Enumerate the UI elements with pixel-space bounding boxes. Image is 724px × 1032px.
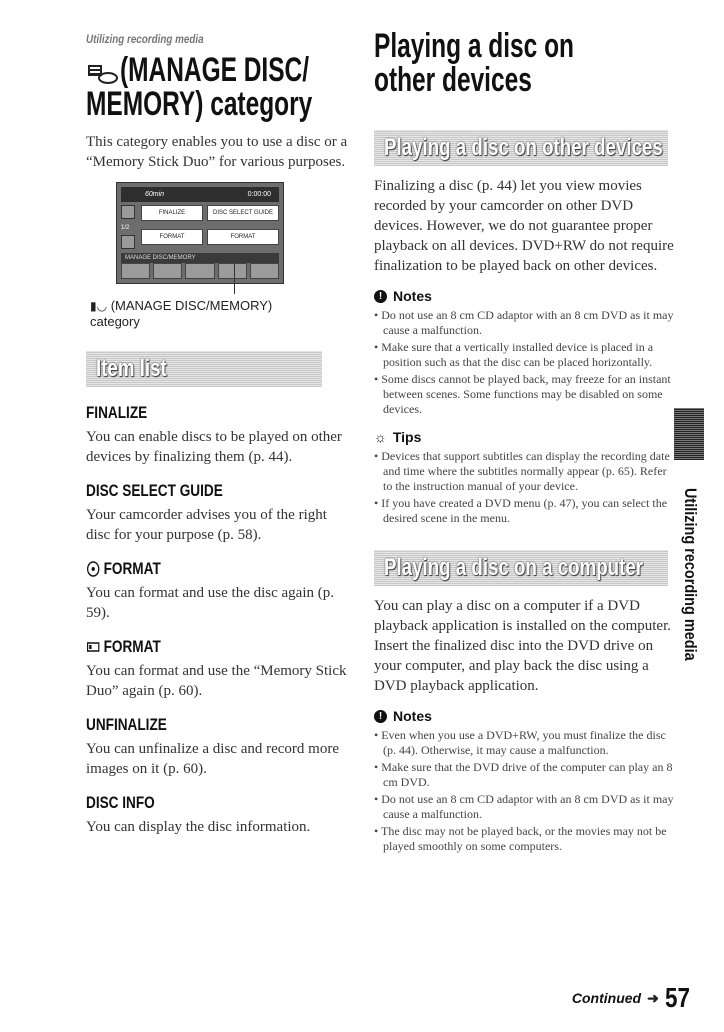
screen-icon-row — [121, 263, 279, 279]
side-tab-label: Utilizing recording media — [681, 488, 700, 661]
list-item: • Some discs cannot be played back, may freeze for an instant between scenes. Some functions may be disabled on some devices. — [374, 372, 671, 416]
tips-heading: ☼ Tips — [374, 429, 422, 445]
lcd-screen-image — [116, 182, 284, 284]
right-column — [374, 27, 674, 856]
right-title-line2: other devices — [374, 61, 532, 99]
disc-icon — [86, 560, 100, 578]
notes-heading: ! Notes — [374, 288, 674, 304]
page-number: 57 — [664, 982, 690, 1013]
item-heading-disc-info: DISC INFO — [86, 793, 155, 812]
list-item: • The disc may not be played back, or the movies may not be played smoothly on some computers. — [374, 824, 667, 853]
item-text: You can enable discs to be played on other devices by finalizing them (p. 44). — [86, 429, 342, 465]
list-item: • Even when you use a DVD+RW, you must finalize the disc (p. 44). Otherwise, it may cause a malfunction. — [374, 728, 666, 757]
section-label: Utilizing recording media — [86, 32, 204, 46]
side-tab-block — [674, 408, 704, 460]
item-heading-unfinalize: UNFINALIZE — [86, 715, 167, 734]
item-text: You can unfinalize a disc and record more images on it (p. 60). — [86, 741, 339, 777]
arrow-right-icon: ➜ — [647, 989, 659, 1006]
screen-title-bar: 60min 0:00:00 — [121, 187, 279, 202]
continued-label: Continued — [571, 990, 642, 1006]
banner-computer: Playing a disc on a computer — [374, 550, 668, 586]
list-item: • Do not use an 8 cm CD adaptor with an 8 cm DVD as it may cause a malfunction. — [374, 792, 674, 821]
memory-stick-icon — [86, 640, 100, 654]
item-text: Your camcorder advises you of the right disc for your purpose (p. 58). — [86, 507, 327, 543]
list-item: • Make sure that a vertically installed device is placed in a position such as that the disc can be placed horizontally. — [374, 340, 654, 369]
page-footer — [572, 982, 696, 1014]
page-title-line1: (MANAGE DISC/ — [120, 51, 310, 89]
tips-list — [374, 449, 674, 526]
screen-side-button — [121, 235, 135, 249]
item-text: You can format and use the “Memory Stick Duo” again (p. 60). — [86, 663, 347, 699]
screen-category-bar: MANAGE DISC/MEMORY — [121, 253, 279, 263]
list-item: • If you have created a DVD menu (p. 47), you can select the desired scene in the menu. — [374, 496, 668, 525]
screen-button: FORMAT — [141, 229, 203, 245]
list-item: • Devices that support subtitles can display the recording date and time where the subtitles normally appear (p. 65). Refer to the instruction manual of your device. — [374, 449, 670, 493]
item-text: You can display the disc information. — [86, 819, 311, 835]
item-list-banner: Item list — [86, 351, 322, 387]
intro-text: This category enables you to use a disc or a “Memory Stick Duo” for various purposes. — [86, 134, 348, 170]
disc-memory-icon: ▮◡ — [90, 299, 108, 313]
notes-list-2 — [374, 728, 674, 854]
right-title-line1: Playing a disc on — [374, 27, 574, 65]
page-title-block — [86, 50, 351, 123]
notes-icon: ! — [374, 290, 387, 303]
left-column — [86, 30, 351, 837]
other-devices-text: Finalizing a disc (p. 44) let you view movies recorded by your camcorder on other DVD devices. However, we do not guarantee proper playback on all devices. DVD+RW do not require finalization to be played back on other devices. — [374, 178, 674, 274]
item-heading-finalize: FINALIZE — [86, 403, 148, 422]
notes-heading-2: ! Notes — [374, 708, 674, 724]
computer-text: You can play a disc on a computer if a DVD playback application is installed on the computer. — [374, 598, 672, 634]
screen-button: FINALIZE — [141, 205, 203, 221]
notes-icon: ! — [374, 710, 387, 723]
list-item: • Do not use an 8 cm CD adaptor with an 8 cm DVD as it may cause a malfunction. — [374, 308, 674, 337]
notes-list — [374, 308, 674, 417]
lightbulb-icon: ☼ — [374, 429, 387, 445]
callout-line — [234, 264, 235, 294]
item-heading-format-memory: FORMAT — [86, 637, 298, 657]
screen-page: 1/2 — [121, 225, 130, 231]
side-tab — [674, 408, 704, 661]
page-title-line2: MEMORY) category — [86, 85, 313, 123]
figure-caption: ▮◡ (MANAGE DISC/MEMORY) category — [90, 298, 273, 329]
disc-memory-icon — [86, 62, 118, 86]
item-heading-disc-select-guide: DISC SELECT GUIDE — [86, 481, 223, 500]
computer-text-2: Insert the finalized disc into the DVD drive on your computer, and play back the disc using a DVD playback application. — [374, 638, 654, 694]
banner-other-devices: Playing a disc on other devices — [374, 130, 668, 166]
screen-figure — [86, 182, 351, 284]
screen-side-button — [121, 205, 135, 219]
list-item: • Make sure that the DVD drive of the computer can play an 8 cm DVD. — [374, 760, 673, 789]
item-heading-format-disc: FORMAT — [86, 559, 298, 579]
item-text: You can format and use the disc again (p. 59). — [86, 585, 334, 621]
screen-button: FORMAT — [207, 229, 279, 245]
screen-button: DISC SELECT GUIDE — [207, 205, 279, 221]
